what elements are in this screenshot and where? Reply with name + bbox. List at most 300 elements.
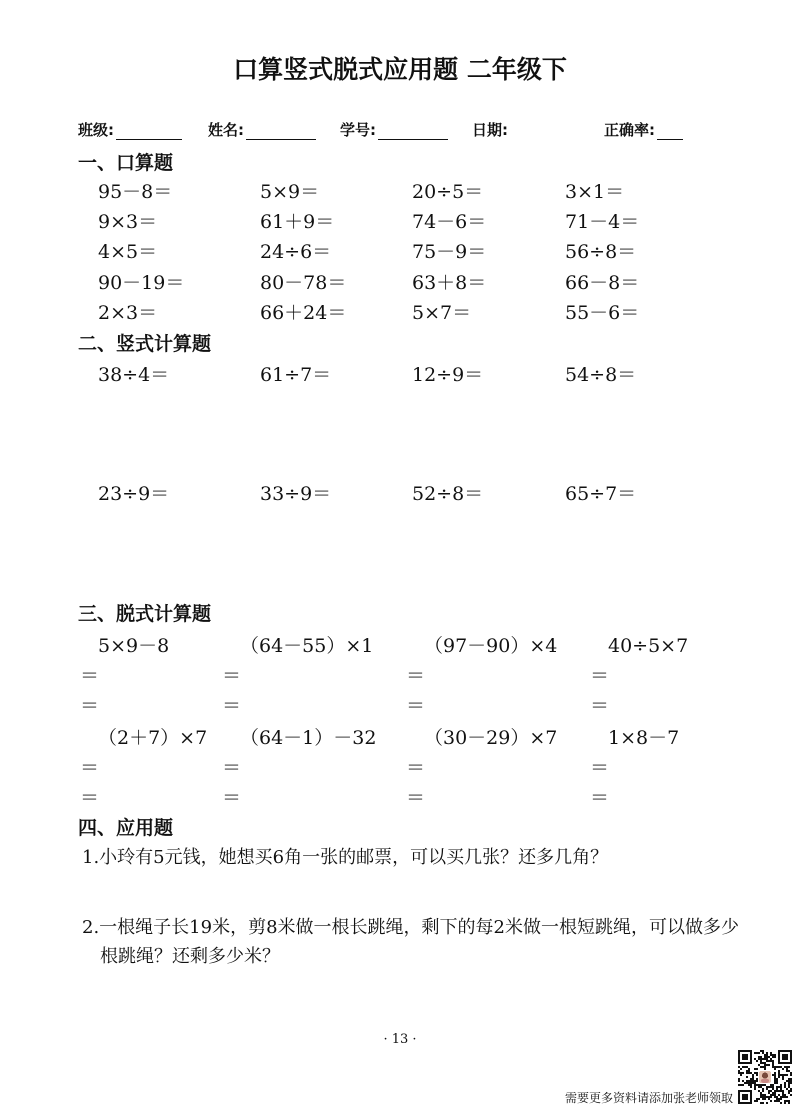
qr-module (772, 1062, 774, 1064)
qr-module (740, 1074, 742, 1076)
oral-problem: 5×9＝ (260, 181, 320, 203)
qr-module (772, 1092, 774, 1094)
qr-module (788, 1090, 790, 1092)
qr-module (790, 1090, 792, 1092)
qr-module (768, 1090, 770, 1092)
qr-module (742, 1066, 744, 1068)
oral-row (0, 301, 800, 325)
qr-module (790, 1072, 792, 1074)
stepwise-step: ＝ (80, 787, 100, 809)
qr-module (740, 1068, 742, 1070)
oral-problem: 80－78＝ (260, 272, 347, 294)
stepwise-step: ＝ (222, 787, 242, 809)
qr-module (750, 1078, 752, 1080)
qr-module (778, 1074, 780, 1076)
oral-row (0, 271, 800, 295)
qr-module (752, 1076, 754, 1078)
qr-module (764, 1068, 766, 1070)
qr-module (762, 1088, 764, 1090)
qr-module (784, 1084, 786, 1086)
qr-module (786, 1066, 788, 1068)
qr-module (770, 1090, 772, 1092)
qr-module (780, 1096, 782, 1098)
qr-module (770, 1052, 772, 1054)
qr-module (790, 1094, 792, 1096)
qr-module (774, 1066, 776, 1068)
qr-module (760, 1050, 762, 1052)
qr-module (752, 1078, 754, 1080)
qr-module (772, 1066, 774, 1068)
oral-problem: 74－6＝ (412, 211, 487, 233)
qr-module (774, 1096, 776, 1098)
qr-module (744, 1066, 746, 1068)
oral-problem: 4×5＝ (98, 241, 158, 263)
qr-module (790, 1082, 792, 1084)
vertical-problem: 38÷4＝ (98, 364, 170, 386)
stepwise-step: ＝ (406, 665, 426, 687)
qr-module (784, 1066, 786, 1068)
vertical-problem: 12÷9＝ (412, 364, 484, 386)
qr-module (764, 1096, 766, 1098)
qr-module (772, 1074, 774, 1076)
qr-module (766, 1054, 768, 1056)
qr-module (758, 1090, 760, 1092)
qr-module (766, 1052, 768, 1054)
qr-module (778, 1086, 780, 1088)
qr-module (748, 1068, 750, 1070)
qr-module (766, 1088, 768, 1090)
qr-module (762, 1102, 764, 1104)
qr-module (758, 1086, 760, 1088)
accuracy-field (604, 120, 683, 140)
qr-module (746, 1066, 748, 1068)
oral-row (0, 180, 800, 204)
student-number-blank (378, 123, 448, 140)
stepwise-expression: （30－29）×7 (424, 727, 558, 749)
section-heading-word: 四、应用题 (78, 817, 174, 839)
qr-module (770, 1100, 772, 1102)
qr-module (760, 1058, 762, 1060)
qr-module (772, 1054, 774, 1056)
qr-module (764, 1066, 766, 1068)
stepwise-step: ＝ (590, 695, 610, 717)
qr-module (784, 1102, 786, 1104)
qr-module (774, 1100, 776, 1102)
qr-module (754, 1084, 756, 1086)
section-heading-vertical: 二、竖式计算题 (78, 333, 212, 355)
footer-note: 需要更多资料请添加张老师领取 (565, 1091, 734, 1105)
oral-problem: 61＋9＝ (260, 211, 335, 233)
vertical-problem: 52÷8＝ (412, 483, 484, 505)
section-heading-stepwise: 三、脱式计算题 (78, 603, 212, 625)
qr-module (750, 1084, 752, 1086)
qr-module (754, 1100, 756, 1102)
qr-module (788, 1092, 790, 1094)
accuracy-label: 正确率: (604, 121, 655, 139)
qr-module (780, 1090, 782, 1092)
qr-module (756, 1098, 758, 1100)
qr-module (768, 1060, 770, 1062)
qr-module (768, 1064, 770, 1066)
qr-module (790, 1078, 792, 1080)
vertical-problem: 33÷9＝ (260, 483, 332, 505)
qr-module (766, 1086, 768, 1088)
qr-module (778, 1066, 780, 1068)
qr-module (744, 1082, 746, 1084)
qr-module (780, 1074, 782, 1076)
qr-module (778, 1072, 780, 1074)
qr-module (774, 1094, 776, 1096)
qr-module (754, 1052, 756, 1054)
stepwise-step: ＝ (80, 757, 100, 779)
qr-module (774, 1082, 776, 1084)
qr-module (774, 1054, 776, 1056)
stepwise-expression: （64－1）－32 (240, 727, 377, 749)
oral-row (0, 210, 800, 234)
qr-module (776, 1082, 778, 1084)
accuracy-blank (657, 123, 683, 140)
qr-module (754, 1068, 756, 1070)
class-label: 班级: (78, 121, 114, 139)
qr-module (780, 1102, 782, 1104)
qr-module (786, 1068, 788, 1070)
date-label: 日期: (472, 121, 508, 139)
oral-problem: 95－8＝ (98, 181, 173, 203)
qr-module (788, 1082, 790, 1084)
stepwise-expression: 5×9－8 (98, 635, 170, 657)
qr-module (738, 1072, 740, 1074)
stepwise-step: ＝ (406, 787, 426, 809)
qr-module (740, 1072, 742, 1074)
qr-module (742, 1084, 744, 1086)
qr-module (776, 1098, 778, 1100)
date-field (472, 120, 508, 140)
oral-problem: 66＋24＝ (260, 302, 347, 324)
qr-module (778, 1076, 780, 1078)
qr-module (790, 1074, 792, 1076)
qr-module (764, 1098, 766, 1100)
qr-module (782, 1090, 784, 1092)
qr-module (762, 1094, 764, 1096)
qr-module (782, 1076, 784, 1078)
vertical-problem: 23÷9＝ (98, 483, 170, 505)
qr-module (774, 1090, 776, 1092)
qr-module (756, 1068, 758, 1070)
qr-module (756, 1100, 758, 1102)
qr-module (780, 1086, 782, 1088)
student-number-field (340, 120, 448, 140)
qr-module (752, 1082, 754, 1084)
qr-module (760, 1066, 762, 1068)
vertical-problem: 54÷8＝ (565, 364, 637, 386)
qr-module (778, 1098, 780, 1100)
stepwise-step: ＝ (406, 695, 426, 717)
qr-module (768, 1092, 770, 1094)
oral-problem: 66－8＝ (565, 272, 640, 294)
stepwise-problem (222, 723, 376, 813)
qr-module (762, 1096, 764, 1098)
qr-module (780, 1066, 782, 1068)
qr-module (760, 1056, 762, 1058)
word-problem-1: 1.小玲有5元钱，她想买6角一张的邮票，可以买几张？还多几角？ (82, 847, 609, 868)
name-field (208, 120, 316, 140)
stepwise-step: ＝ (590, 665, 610, 687)
qr-module (784, 1094, 786, 1096)
oral-problem: 9×3＝ (98, 211, 158, 233)
qr-module (778, 1094, 780, 1096)
qr-module (754, 1058, 756, 1060)
stepwise-step: ＝ (590, 787, 610, 809)
qr-module (782, 1092, 784, 1094)
qr-module (738, 1070, 740, 1072)
stepwise-expression: 40÷5×7 (608, 635, 689, 657)
qr-module (756, 1078, 758, 1080)
stepwise-step: ＝ (222, 757, 242, 779)
qr-module (780, 1088, 782, 1090)
stepwise-expression: （2＋7）×7 (98, 727, 208, 749)
name-label: 姓名: (208, 121, 244, 139)
stepwise-problem (590, 723, 679, 813)
qr-module (738, 1084, 740, 1086)
stepwise-step: ＝ (222, 665, 242, 687)
qr-module (756, 1072, 758, 1074)
qr-module (760, 1096, 762, 1098)
qr-module (772, 1064, 774, 1066)
qr-module (760, 1094, 762, 1096)
qr-module (746, 1076, 748, 1078)
qr-module (764, 1084, 766, 1086)
page-number: · 13 · (383, 1032, 417, 1047)
stepwise-problem (80, 631, 169, 721)
class-field (78, 120, 182, 140)
vertical-problem: 65÷7＝ (565, 483, 637, 505)
qr-module (770, 1094, 772, 1096)
qr-module (788, 1066, 790, 1068)
qr-module (756, 1052, 758, 1054)
stepwise-problem (406, 723, 557, 813)
qr-module (750, 1080, 752, 1082)
qr-module (774, 1056, 776, 1058)
oral-problem: 3×1＝ (565, 181, 625, 203)
qr-module (776, 1078, 778, 1080)
qr-module (784, 1074, 786, 1076)
qr-module (790, 1080, 792, 1082)
qr-module (754, 1088, 756, 1090)
section-heading-oral: 一、口算题 (78, 152, 174, 174)
qr-module (776, 1088, 778, 1090)
qr-module (776, 1086, 778, 1088)
oral-problem: 20÷5＝ (412, 181, 484, 203)
qr-module (750, 1086, 752, 1088)
qr-module (772, 1056, 774, 1058)
qr-module (772, 1088, 774, 1090)
qr-module (774, 1072, 776, 1074)
qr-module (780, 1098, 782, 1100)
stepwise-step: ＝ (222, 695, 242, 717)
qr-module (772, 1084, 774, 1086)
qr-module (764, 1058, 766, 1060)
oral-problem: 56÷8＝ (565, 241, 637, 263)
qr-module (758, 1098, 760, 1100)
oral-problem: 71－4＝ (565, 211, 640, 233)
qr-module (776, 1090, 778, 1092)
qr-module (784, 1096, 786, 1098)
stepwise-expression: （64－55）×1 (240, 635, 374, 657)
qr-module (772, 1094, 774, 1096)
qr-module (784, 1082, 786, 1084)
qr-module (778, 1090, 780, 1092)
qr-module (760, 1102, 762, 1104)
qr-module (772, 1086, 774, 1088)
qr-module (780, 1084, 782, 1086)
qr-module (782, 1068, 784, 1070)
qr-module (778, 1100, 780, 1102)
qr-module (754, 1080, 756, 1082)
qr-module (750, 1082, 752, 1084)
stepwise-step: ＝ (590, 757, 610, 779)
qr-module (770, 1058, 772, 1060)
qr-module (770, 1054, 772, 1056)
qr-module (766, 1056, 768, 1058)
qr-module (760, 1092, 762, 1094)
oral-problem: 75－9＝ (412, 241, 487, 263)
qr-module (762, 1062, 764, 1064)
qr-module (764, 1094, 766, 1096)
word-problem-2-line-2: 根跳绳？还剩多少米？ (100, 946, 280, 967)
oral-problem: 90－19＝ (98, 272, 185, 294)
qr-module (776, 1100, 778, 1102)
qr-module (752, 1080, 754, 1082)
stepwise-step: ＝ (80, 665, 100, 687)
qr-module (782, 1096, 784, 1098)
stepwise-step: ＝ (406, 757, 426, 779)
qr-module (786, 1070, 788, 1072)
qr-module (784, 1100, 786, 1102)
student-number-label: 学号: (340, 121, 376, 139)
qr-module (790, 1088, 792, 1090)
qr-module (762, 1052, 764, 1054)
qr-module (764, 1054, 766, 1056)
qr-module (760, 1084, 762, 1086)
stepwise-expression: 1×8－7 (608, 727, 680, 749)
qr-module (756, 1084, 758, 1086)
qr-module (770, 1086, 772, 1088)
qr-module (774, 1080, 776, 1082)
qr-module (754, 1086, 756, 1088)
vertical-row (0, 363, 800, 387)
qr-module (750, 1072, 752, 1074)
qr-module (770, 1060, 772, 1062)
qr-module (762, 1084, 764, 1086)
qr-module (738, 1080, 740, 1082)
qr-module (742, 1072, 744, 1074)
qr-module (748, 1082, 750, 1084)
qr-module (764, 1062, 766, 1064)
qr-module (762, 1066, 764, 1068)
qr-module (742, 1080, 744, 1082)
qr-module (766, 1096, 768, 1098)
qr-module (782, 1074, 784, 1076)
qr-module (760, 1062, 762, 1064)
qr-module (774, 1068, 776, 1070)
qr-module (740, 1084, 742, 1086)
qr-module (752, 1074, 754, 1076)
qr-module (766, 1058, 768, 1060)
qr-module (782, 1094, 784, 1096)
qr-module (762, 1098, 764, 1100)
qr-module (748, 1070, 750, 1072)
class-blank (116, 123, 182, 140)
stepwise-problem (80, 723, 207, 813)
qr-module (786, 1100, 788, 1102)
qr-module (782, 1078, 784, 1080)
oral-row (0, 240, 800, 264)
qr-module (758, 1056, 760, 1058)
oral-problem: 55－6＝ (565, 302, 640, 324)
qr-module (760, 1060, 762, 1062)
qr-module (756, 1074, 758, 1076)
stepwise-expression: （97－90）×4 (424, 635, 558, 657)
name-blank (246, 123, 316, 140)
qr-module (768, 1056, 770, 1058)
qr-module (788, 1100, 790, 1102)
qr-module (756, 1080, 758, 1082)
qr-module (754, 1082, 756, 1084)
oral-problem: 5×7＝ (412, 302, 472, 324)
qr-module (758, 1052, 760, 1054)
qr-module (772, 1060, 774, 1062)
qr-module (764, 1056, 766, 1058)
qr-module (770, 1084, 772, 1086)
qr-module (774, 1074, 776, 1076)
qr-module (788, 1078, 790, 1080)
worksheet-title: 口算竖式脱式应用题 二年级下 (233, 55, 567, 84)
qr-module (770, 1096, 772, 1098)
qr-module (788, 1086, 790, 1088)
qr-module (766, 1102, 768, 1104)
qr-module (768, 1086, 770, 1088)
stepwise-problem (590, 631, 688, 721)
qr-module (756, 1060, 758, 1062)
qr-module (786, 1080, 788, 1082)
qr-module (766, 1060, 768, 1062)
qr-module (758, 1084, 760, 1086)
qr-module (764, 1064, 766, 1066)
qr-module (746, 1080, 748, 1082)
word-problem-2-line-1: 2.一根绳子长19米，剪8米做一根长跳绳，剩下的每2米做一根短跳绳，可以做多少 (82, 917, 739, 938)
qr-module (776, 1066, 778, 1068)
vertical-row (0, 482, 800, 506)
oral-problem: 2×3＝ (98, 302, 158, 324)
qr-module (738, 1078, 740, 1080)
qr-module (754, 1072, 756, 1074)
stepwise-step: ＝ (80, 695, 100, 717)
qr-module (774, 1076, 776, 1078)
qr-module (762, 1050, 764, 1052)
qr-module (776, 1096, 778, 1098)
qr-module (746, 1070, 748, 1072)
qr-module (774, 1078, 776, 1080)
qr-module (788, 1070, 790, 1072)
oral-problem: 63＋8＝ (412, 272, 487, 294)
qr-module (784, 1086, 786, 1088)
qr-module (774, 1092, 776, 1094)
vertical-problem: 61÷7＝ (260, 364, 332, 386)
qr-module (762, 1090, 764, 1092)
qr-module (768, 1096, 770, 1098)
qr-module (762, 1058, 764, 1060)
qr-module (768, 1098, 770, 1100)
